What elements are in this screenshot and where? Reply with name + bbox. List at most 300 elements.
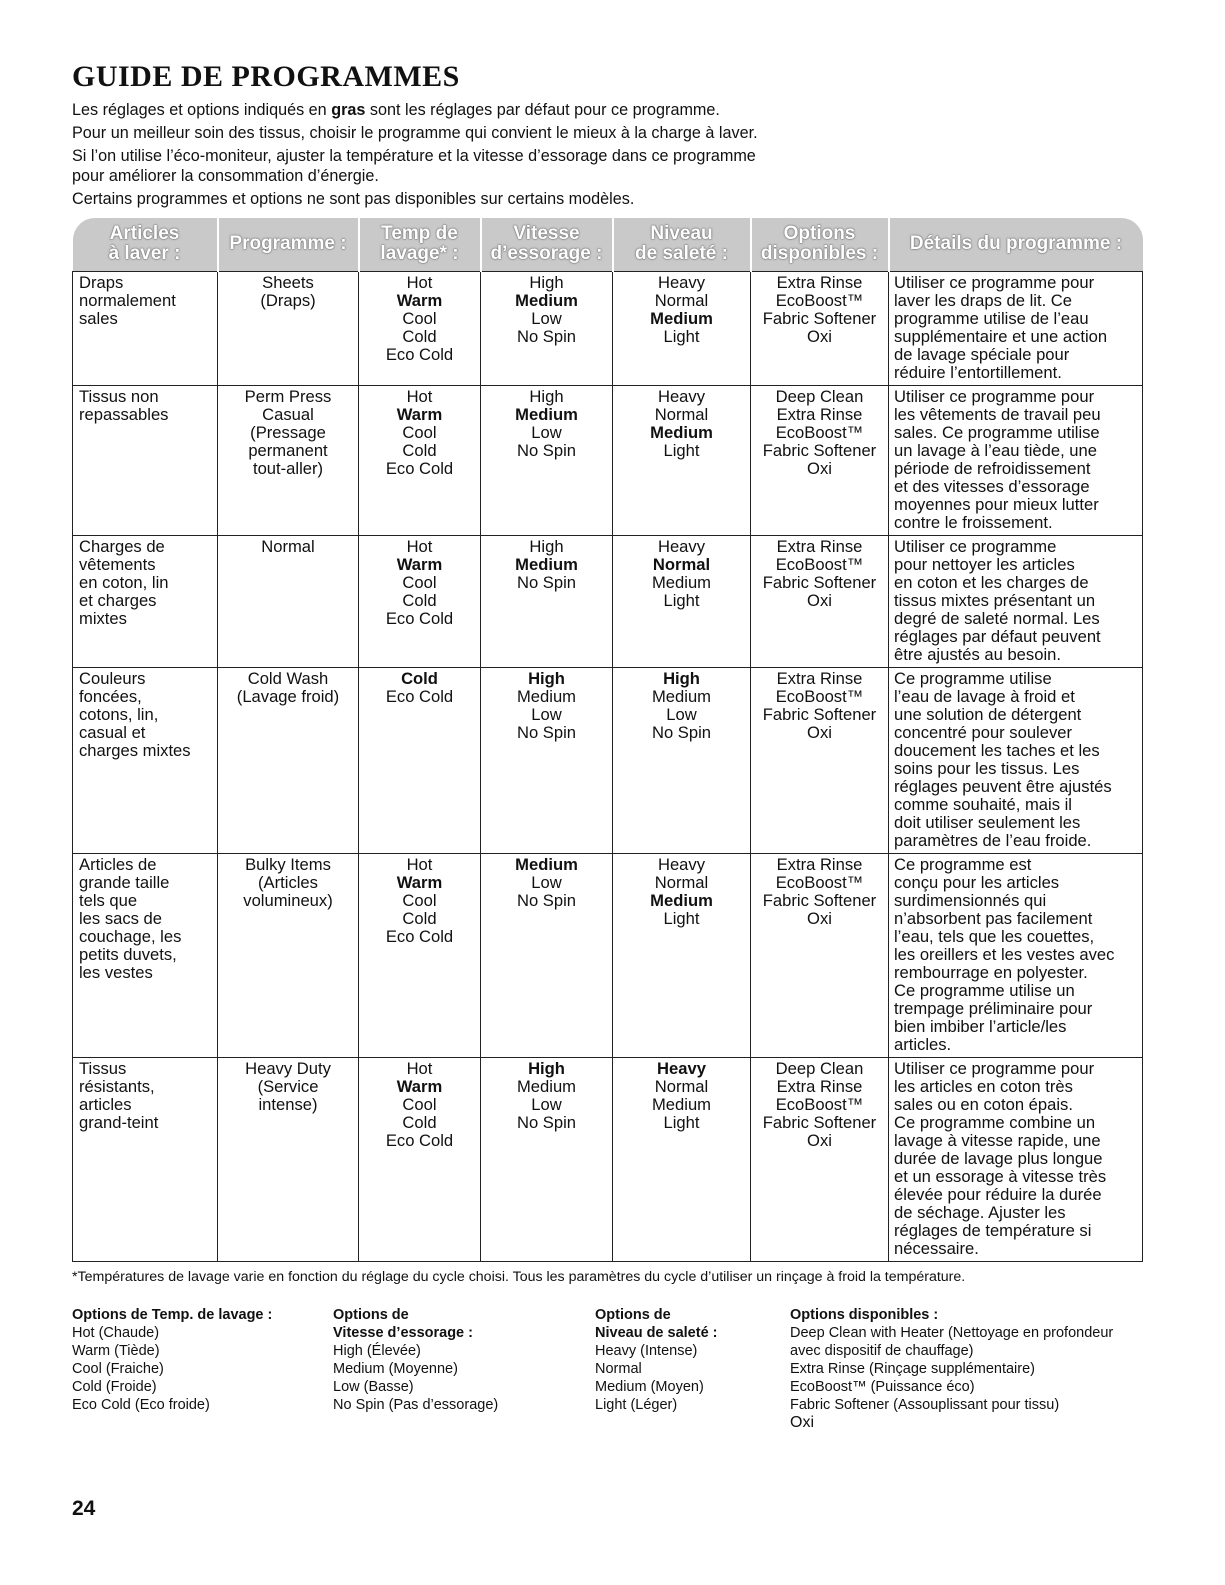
cell-soil-line: Medium bbox=[650, 423, 713, 442]
intro-line-1-post: sont les réglages par défaut pour ce programme. bbox=[365, 101, 720, 119]
cell-temp-line: Hot bbox=[406, 1059, 433, 1078]
legend-soil-options bbox=[595, 1306, 718, 1414]
cell-spin-line: Medium bbox=[516, 1077, 577, 1096]
cell-temp-line: Hot bbox=[406, 855, 433, 874]
cell-articles-line: couchage, les bbox=[79, 927, 182, 946]
cell-details-line: doit utiliser seulement les bbox=[894, 813, 1081, 832]
cell-details-line: concentré pour soulever bbox=[894, 723, 1073, 742]
cell-options-line: Extra Rinse bbox=[776, 669, 863, 688]
legend-item: Medium (Moyen) bbox=[595, 1379, 704, 1395]
cell-soil-line: Heavy bbox=[657, 273, 706, 292]
cell-options-line: Oxi bbox=[807, 459, 832, 478]
legend-item: Extra Rinse (Rinçage supplémentaire) bbox=[790, 1361, 1035, 1377]
cell-articles-line: Tissus bbox=[79, 1059, 127, 1078]
cell-details-line: moyennes pour mieux lutter bbox=[894, 495, 1099, 514]
cell-options bbox=[751, 1058, 889, 1262]
cell-articles-line: les sacs de bbox=[79, 909, 163, 928]
cell-spin-line: No Spin bbox=[516, 573, 577, 592]
cell-details-line: l’eau de lavage à froid et bbox=[894, 687, 1075, 706]
cell-details-line: Ce programme combine un bbox=[894, 1113, 1096, 1132]
cell-options-line: Extra Rinse bbox=[776, 1077, 863, 1096]
legend-item: Medium (Moyenne) bbox=[333, 1361, 458, 1377]
cell-programme-line: permanent bbox=[248, 441, 328, 460]
cell-details-line: et des vitesses d’essorage bbox=[894, 477, 1090, 496]
cell-articles-line: petits duvets, bbox=[79, 945, 177, 964]
cell-spin-line: Low bbox=[531, 873, 562, 892]
cell-soil-line: No Spin bbox=[651, 723, 712, 742]
cell-programme bbox=[218, 854, 359, 1058]
intro-line-3b: pour améliorer la consommation d’énergie. bbox=[72, 167, 379, 185]
cell-options bbox=[751, 668, 889, 854]
cell-spin-line: Medium bbox=[515, 291, 578, 310]
cell-details-line: de lavage spéciale pour bbox=[894, 345, 1070, 364]
cell-details-line: n’absorbent pas facilement bbox=[894, 909, 1093, 928]
cell-temp-line: Eco Cold bbox=[385, 345, 454, 364]
cell-soil-line: Heavy bbox=[657, 855, 706, 874]
legend-item: Normal bbox=[595, 1361, 642, 1377]
cell-articles bbox=[73, 536, 218, 668]
cell-spin-line: No Spin bbox=[516, 441, 577, 460]
cell-details-line: doucement les taches et les bbox=[894, 741, 1100, 760]
cell-soil-line: Heavy bbox=[657, 387, 706, 406]
cell-temp-line: Cool bbox=[402, 423, 437, 442]
intro-line-3a: Si l’on utilise l’éco-moniteur, ajuster la température et la vitesse d’essorage dans ce programme bbox=[72, 147, 756, 165]
header-text: Articles bbox=[109, 223, 180, 244]
cell-options-line: EcoBoost™ bbox=[775, 873, 864, 892]
cell-articles-line: grande taille bbox=[79, 873, 170, 892]
cell-spin bbox=[481, 1058, 613, 1262]
header-text: de saleté : bbox=[635, 243, 728, 264]
cell-articles-line: résistants, bbox=[79, 1077, 155, 1096]
cell-soil-line: Medium bbox=[651, 687, 712, 706]
cell-soil-line: Medium bbox=[651, 1095, 712, 1114]
cell-programme bbox=[218, 386, 359, 536]
cell-spin-line: High bbox=[529, 537, 564, 556]
cell-details bbox=[889, 668, 1143, 854]
cell-programme-line: volumineux) bbox=[243, 891, 333, 910]
table-row bbox=[73, 668, 1143, 854]
cell-details-line: Utiliser ce programme bbox=[894, 537, 1057, 556]
cell-programme-line: Heavy Duty bbox=[245, 1059, 331, 1078]
cell-spin-line: No Spin bbox=[516, 1113, 577, 1132]
cell-articles-line: tels que bbox=[79, 891, 138, 910]
cell-details-line: en coton et les charges de bbox=[894, 573, 1089, 592]
cell-soil-line: High bbox=[663, 669, 700, 688]
cell-spin-line: No Spin bbox=[516, 891, 577, 910]
cell-details-line: période de refroidissement bbox=[894, 459, 1091, 478]
cell-details bbox=[889, 854, 1143, 1058]
cell-programme-line: Normal bbox=[261, 537, 315, 556]
header-soil bbox=[613, 218, 751, 272]
cell-details-line: et un essorage à vitesse très bbox=[894, 1167, 1107, 1186]
cell-articles-line: et charges bbox=[79, 591, 157, 610]
header-text: d’essorage : bbox=[490, 243, 603, 264]
cell-soil-line: Light bbox=[663, 591, 700, 610]
cell-articles-line: les vestes bbox=[79, 963, 153, 982]
cell-temp-line: Eco Cold bbox=[385, 687, 454, 706]
cell-details-line: contre le froissement. bbox=[894, 513, 1053, 532]
page bbox=[72, 60, 1142, 1446]
cell-options-line: EcoBoost™ bbox=[775, 555, 864, 574]
intro-line-1-bold: gras bbox=[331, 101, 366, 119]
cell-spin-line: High bbox=[529, 273, 564, 292]
legend-available-options bbox=[790, 1306, 1113, 1432]
cell-options-line: Deep Clean bbox=[775, 1059, 864, 1078]
cell-soil-line: Heavy bbox=[657, 537, 706, 556]
cell-temp-line: Warm bbox=[396, 1077, 443, 1096]
cell-details-line: bien imbiber l’article/les bbox=[894, 1017, 1067, 1036]
cell-details-line: réduire l’entortillement. bbox=[894, 363, 1062, 382]
cell-articles-line: foncées, bbox=[79, 687, 142, 706]
legend-item: Hot (Chaude) bbox=[72, 1325, 160, 1341]
cell-details-line: Ce programme utilise bbox=[894, 669, 1052, 688]
cell-programme-line: (Pressage bbox=[250, 423, 326, 442]
cell-soil-line: Normal bbox=[654, 1077, 709, 1096]
cell-articles-line: Articles de bbox=[79, 855, 157, 874]
legend-heading: Options de bbox=[333, 1307, 409, 1323]
cell-options-line: EcoBoost™ bbox=[775, 291, 864, 310]
cell-soil-line: Light bbox=[663, 1113, 700, 1132]
cell-temp-line: Eco Cold bbox=[385, 609, 454, 628]
legend-item: EcoBoost™ (Puissance éco) bbox=[790, 1379, 975, 1395]
cell-articles-line: articles bbox=[79, 1095, 132, 1114]
table-row bbox=[73, 272, 1143, 386]
cell-articles-line: vêtements bbox=[79, 555, 156, 574]
cell-programme bbox=[218, 668, 359, 854]
legend-item: Oxi bbox=[790, 1414, 814, 1431]
table-row bbox=[73, 1058, 1143, 1262]
cell-temp bbox=[359, 854, 481, 1058]
cell-details-line: conçu pour les articles bbox=[894, 873, 1060, 892]
cell-programme-line: (Articles bbox=[258, 873, 318, 892]
cell-details-line: articles. bbox=[894, 1035, 952, 1054]
table-row bbox=[73, 386, 1143, 536]
cell-articles-line: casual et bbox=[79, 723, 146, 742]
intro bbox=[72, 100, 1142, 209]
cell-temp bbox=[359, 386, 481, 536]
cell-spin-line: High bbox=[529, 387, 564, 406]
header-details bbox=[889, 218, 1143, 272]
cell-details-line: comme souhaité, mais il bbox=[894, 795, 1072, 814]
cell-temp-line: Cold bbox=[402, 591, 437, 610]
cell-temp-line: Warm bbox=[396, 873, 443, 892]
cell-options-line: EcoBoost™ bbox=[775, 423, 864, 442]
cell-soil-line: Normal bbox=[652, 555, 711, 574]
cell-options-line: Fabric Softener bbox=[762, 705, 877, 724]
cell-soil-line: Light bbox=[663, 327, 700, 346]
cell-options-line: Oxi bbox=[807, 723, 832, 742]
cell-articles bbox=[73, 386, 218, 536]
cell-articles-line: charges mixtes bbox=[79, 741, 191, 760]
cell-details-line: un lavage à l’eau tiède, une bbox=[894, 441, 1097, 460]
cell-temp bbox=[359, 1058, 481, 1262]
cell-details bbox=[889, 272, 1143, 386]
cell-temp-line: Hot bbox=[406, 387, 433, 406]
cell-temp-line: Warm bbox=[396, 405, 443, 424]
cell-temp-line: Warm bbox=[396, 291, 443, 310]
cell-details-line: réglages par défaut peuvent bbox=[894, 627, 1101, 646]
header-text: Détails du programme : bbox=[909, 233, 1123, 254]
intro-line-1 bbox=[72, 100, 1142, 120]
cell-details-line: les vêtements de travail peu bbox=[894, 405, 1101, 424]
cell-spin-line: Low bbox=[531, 705, 562, 724]
cell-details-line: réglages peuvent être ajustés bbox=[894, 777, 1112, 796]
intro-line-3 bbox=[72, 146, 1142, 186]
cell-details-line: de séchage. Ajuster les bbox=[894, 1203, 1066, 1222]
cell-temp-line: Cool bbox=[402, 309, 437, 328]
legend-item: High (Élevée) bbox=[333, 1343, 421, 1359]
cell-spin-line: Low bbox=[531, 423, 562, 442]
cell-soil bbox=[613, 386, 751, 536]
cell-details-line: réglages de température si bbox=[894, 1221, 1092, 1240]
cell-temp-line: Cold bbox=[402, 1113, 437, 1132]
cell-temp-line: Cool bbox=[402, 1095, 437, 1114]
cell-options-line: Oxi bbox=[807, 909, 832, 928]
cell-soil-line: Normal bbox=[654, 873, 709, 892]
cell-details-line: nécessaire. bbox=[894, 1239, 979, 1258]
cell-spin-line: Low bbox=[531, 1095, 562, 1114]
cell-options-line: Extra Rinse bbox=[776, 537, 863, 556]
cell-options-line: Oxi bbox=[807, 327, 832, 346]
cell-soil bbox=[613, 536, 751, 668]
cell-details-line: l’eau, tels que les couettes, bbox=[894, 927, 1095, 946]
cell-articles-line: cotons, lin, bbox=[79, 705, 159, 724]
legend-heading: Options disponibles : bbox=[790, 1307, 939, 1323]
cell-articles-line: normalement bbox=[79, 291, 176, 310]
legend-temp-options bbox=[72, 1306, 272, 1414]
cell-soil-line: Medium bbox=[650, 891, 713, 910]
cell-articles-line: en coton, lin bbox=[79, 573, 169, 592]
cell-spin-line: Medium bbox=[515, 855, 578, 874]
header-text: Temp de bbox=[381, 223, 458, 244]
cell-soil-line: Normal bbox=[654, 405, 709, 424]
table-body bbox=[73, 272, 1143, 1262]
legend-item: Deep Clean with Heater (Nettoyage en profondeur bbox=[790, 1325, 1114, 1341]
cell-details-line: paramètres de l’eau froide. bbox=[894, 831, 1092, 850]
cell-spin-line: No Spin bbox=[516, 327, 577, 346]
cell-articles-line: grand-teint bbox=[79, 1113, 159, 1132]
cell-details-line: surdimensionnés qui bbox=[894, 891, 1047, 910]
cell-soil bbox=[613, 668, 751, 854]
cell-details-line: soins pour les tissus. Les bbox=[894, 759, 1080, 778]
cell-options bbox=[751, 386, 889, 536]
cell-spin bbox=[481, 386, 613, 536]
cell-articles-line: Draps bbox=[79, 273, 124, 292]
cell-details-line: supplémentaire et une action bbox=[894, 327, 1108, 346]
legend-item: Cool (Fraiche) bbox=[72, 1361, 164, 1377]
header-programme bbox=[218, 218, 359, 272]
cell-programme bbox=[218, 272, 359, 386]
cell-spin bbox=[481, 668, 613, 854]
cell-soil bbox=[613, 1058, 751, 1262]
cell-articles-line: mixtes bbox=[79, 609, 127, 628]
cell-options-line: Extra Rinse bbox=[776, 855, 863, 874]
cell-articles-line: sales bbox=[79, 309, 118, 328]
cell-details-line: sales ou en coton épais. bbox=[894, 1095, 1073, 1114]
cell-options-line: Fabric Softener bbox=[762, 309, 877, 328]
cell-details-line: sales. Ce programme utilise bbox=[894, 423, 1100, 442]
cell-programme-line: (Lavage froid) bbox=[236, 687, 340, 706]
cell-details-line: élevée pour réduire la durée bbox=[894, 1185, 1102, 1204]
legend-item: Heavy (Intense) bbox=[595, 1343, 698, 1359]
legend-spin-options bbox=[333, 1306, 498, 1414]
cell-temp bbox=[359, 668, 481, 854]
cell-details-line: être ajustés au besoin. bbox=[894, 645, 1061, 664]
cell-spin-line: Medium bbox=[515, 555, 578, 574]
cell-programme-line: intense) bbox=[258, 1095, 318, 1114]
cell-temp-line: Cold bbox=[402, 909, 437, 928]
header-text: à laver : bbox=[108, 243, 181, 264]
cell-options-line: Deep Clean bbox=[775, 387, 864, 406]
header-text: Vitesse bbox=[513, 223, 580, 244]
cell-temp-line: Hot bbox=[406, 537, 433, 556]
legend-item: Light (Léger) bbox=[595, 1397, 678, 1413]
cell-soil-line: Medium bbox=[651, 573, 712, 592]
cell-details bbox=[889, 536, 1143, 668]
header-temp bbox=[359, 218, 481, 272]
cell-articles bbox=[73, 272, 218, 386]
cell-articles-line: Tissus non bbox=[79, 387, 159, 406]
cell-options-line: Fabric Softener bbox=[762, 891, 877, 910]
cell-spin bbox=[481, 536, 613, 668]
cell-spin bbox=[481, 854, 613, 1058]
legend-heading: Vitesse d’essorage : bbox=[333, 1325, 473, 1341]
cell-details-line: durée de lavage plus longue bbox=[894, 1149, 1103, 1168]
cell-temp-line: Cold bbox=[402, 441, 437, 460]
program-guide-table bbox=[72, 218, 1143, 1262]
legend-item: Eco Cold (Eco froide) bbox=[72, 1397, 210, 1413]
cell-soil-line: Normal bbox=[654, 291, 709, 310]
header-text: Niveau bbox=[650, 223, 713, 244]
cell-options-line: Oxi bbox=[807, 1131, 832, 1150]
cell-details-line: trempage préliminaire pour bbox=[894, 999, 1093, 1018]
cell-details-line: Ce programme est bbox=[894, 855, 1032, 874]
cell-details-line: pour nettoyer les articles bbox=[894, 555, 1075, 574]
legend-item: Low (Basse) bbox=[333, 1379, 414, 1395]
cell-options-line: EcoBoost™ bbox=[775, 687, 864, 706]
cell-details-line: Utiliser ce programme pour bbox=[894, 387, 1095, 406]
cell-programme-line: (Draps) bbox=[260, 291, 316, 310]
cell-temp-line: Cold bbox=[402, 327, 437, 346]
legend-item: No Spin (Pas d’essorage) bbox=[333, 1397, 499, 1413]
cell-details-line: lavage à vitesse rapide, une bbox=[894, 1131, 1101, 1150]
cell-temp-line: Eco Cold bbox=[385, 459, 454, 478]
cell-temp-line: Cool bbox=[402, 891, 437, 910]
cell-spin-line: No Spin bbox=[516, 723, 577, 742]
cell-options bbox=[751, 272, 889, 386]
cell-details-line: les oreillers et les vestes avec bbox=[894, 945, 1115, 964]
cell-options bbox=[751, 536, 889, 668]
cell-spin-line: Medium bbox=[516, 687, 577, 706]
cell-soil-line: Light bbox=[663, 909, 700, 928]
legend-item: avec dispositif de chauffage) bbox=[790, 1343, 974, 1359]
cell-articles bbox=[73, 1058, 218, 1262]
cell-articles-line: Charges de bbox=[79, 537, 165, 556]
cell-spin-line: High bbox=[528, 669, 565, 688]
cell-options-line: Extra Rinse bbox=[776, 405, 863, 424]
header-spin bbox=[481, 218, 613, 272]
header-articles bbox=[73, 218, 218, 272]
cell-details-line: rembourrage en polyester. bbox=[894, 963, 1088, 982]
cell-soil-line: Low bbox=[666, 705, 697, 724]
legend-item: Warm (Tiède) bbox=[72, 1343, 160, 1359]
cell-options-line: Fabric Softener bbox=[762, 441, 877, 460]
cell-details-line: Ce programme utilise un bbox=[894, 981, 1075, 1000]
cell-options-line: Fabric Softener bbox=[762, 573, 877, 592]
page-title: GUIDE DE PROGRAMMES bbox=[72, 60, 460, 93]
cell-temp bbox=[359, 536, 481, 668]
intro-line-1-pre: Les réglages et options indiqués en bbox=[72, 101, 332, 119]
header-text: Options bbox=[783, 223, 856, 244]
cell-programme bbox=[218, 536, 359, 668]
intro-line-2: Pour un meilleur soin des tissus, choisir le programme qui convient le mieux à la charge à laver. bbox=[72, 124, 758, 142]
cell-articles-line: Couleurs bbox=[79, 669, 146, 688]
cell-programme-line: Casual bbox=[262, 405, 314, 424]
cell-soil bbox=[613, 854, 751, 1058]
footnote: *Températures de lavage varie en fonction du réglage du cycle choisi. Tous les paramètres du cycle d’utiliser un rinçage à froid la température. bbox=[72, 1269, 966, 1285]
header-text: lavage* : bbox=[380, 243, 459, 264]
cell-soil-line: Light bbox=[663, 441, 700, 460]
cell-details-line: les articles en coton très bbox=[894, 1077, 1073, 1096]
cell-spin-line: Low bbox=[531, 309, 562, 328]
cell-details bbox=[889, 386, 1143, 536]
cell-temp bbox=[359, 272, 481, 386]
table-row bbox=[73, 854, 1143, 1058]
legend-heading: Options de Temp. de lavage : bbox=[72, 1307, 273, 1323]
legend-item: Fabric Softener (Assouplissant pour tissu) bbox=[790, 1397, 1060, 1413]
cell-programme-line: Bulky Items bbox=[245, 855, 331, 874]
cell-details-line: programme utilise de l’eau bbox=[894, 309, 1089, 328]
header-text: disponibles : bbox=[760, 243, 879, 264]
options-legend bbox=[72, 1306, 1142, 1446]
cell-programme bbox=[218, 1058, 359, 1262]
cell-programme-line: Sheets bbox=[262, 273, 314, 292]
cell-programme-line: tout-aller) bbox=[252, 459, 324, 478]
cell-temp-line: Cold bbox=[401, 669, 438, 688]
cell-temp-line: Eco Cold bbox=[385, 927, 454, 946]
cell-temp-line: Hot bbox=[406, 273, 433, 292]
cell-articles bbox=[73, 668, 218, 854]
cell-soil-line: Heavy bbox=[657, 1059, 706, 1078]
cell-soil bbox=[613, 272, 751, 386]
legend-item: Cold (Froide) bbox=[72, 1379, 157, 1395]
cell-articles-line: repassables bbox=[79, 405, 169, 424]
cell-options-line: EcoBoost™ bbox=[775, 1095, 864, 1114]
cell-spin-line: Medium bbox=[515, 405, 578, 424]
intro-line-4: Certains programmes et options ne sont pas disponibles sur certains modèles. bbox=[72, 190, 635, 208]
cell-options-line: Fabric Softener bbox=[762, 1113, 877, 1132]
cell-programme-line: Cold Wash bbox=[247, 669, 329, 688]
cell-temp-line: Warm bbox=[396, 555, 443, 574]
table-header-row bbox=[73, 218, 1143, 272]
cell-options bbox=[751, 854, 889, 1058]
header-options bbox=[751, 218, 889, 272]
cell-details-line: laver les draps de lit. Ce bbox=[894, 291, 1073, 310]
cell-temp-line: Cool bbox=[402, 573, 437, 592]
cell-programme-line: Perm Press bbox=[244, 387, 332, 406]
cell-details-line: une solution de détergent bbox=[894, 705, 1082, 724]
cell-details-line: Utiliser ce programme pour bbox=[894, 1059, 1095, 1078]
legend-heading: Options de bbox=[595, 1307, 671, 1323]
cell-options-line: Oxi bbox=[807, 591, 832, 610]
cell-details bbox=[889, 1058, 1143, 1262]
cell-temp-line: Eco Cold bbox=[385, 1131, 454, 1150]
cell-details-line: tissus mixtes présentant un bbox=[894, 591, 1096, 610]
cell-details-line: Utiliser ce programme pour bbox=[894, 273, 1095, 292]
header-text: Programme : bbox=[229, 233, 347, 254]
cell-spin bbox=[481, 272, 613, 386]
page-number: 24 bbox=[72, 1497, 96, 1520]
